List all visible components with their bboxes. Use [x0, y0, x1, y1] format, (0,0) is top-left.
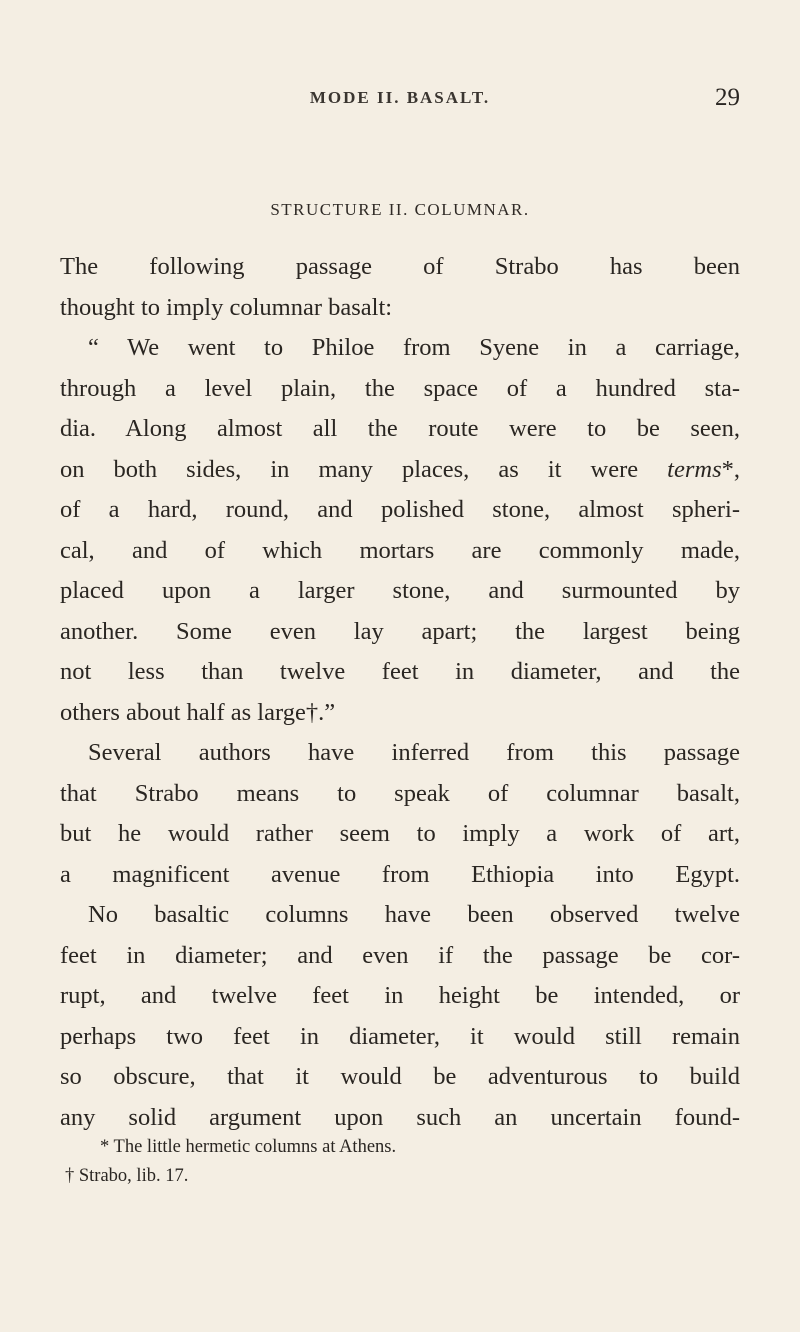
italic-term: terms [667, 455, 722, 483]
text-line: a magnificent avenue from Ethiopia into Egypt. [60, 860, 740, 888]
text-line: any solid argument upon such an uncertain found- [60, 1103, 740, 1131]
text-line: The following passage of Strabo has been [60, 253, 740, 280]
text-line: others about half as large†.” [60, 698, 336, 726]
text-line: thought to imply columnar basalt: [60, 293, 393, 321]
text-line: not less than twelve feet in diameter, and the [60, 658, 740, 685]
running-head [60, 84, 740, 118]
text-line: Several authors have inferred from this passage [88, 739, 740, 766]
text-segment: on both sides, in many places, as it were [60, 455, 668, 483]
footnote: † Strabo, lib. 17. [65, 1166, 189, 1186]
page-number: 29 [715, 84, 740, 111]
text-line: that Strabo means to speak of columnar basalt, [60, 779, 740, 807]
text-line [60, 450, 740, 491]
text-line: of a hard, round, and polished stone, almost spheri- [60, 496, 740, 523]
footnote-marker: *, [721, 455, 740, 483]
text-line: feet in diameter; and even if the passage be cor- [60, 941, 740, 969]
text-line: No basaltic columns have been observed twelve [88, 901, 740, 928]
text-line: dia. Along almost all the route were to be seen, [60, 415, 740, 442]
text-line: but he would rather seem to imply a work of art, [60, 820, 740, 847]
text-line: through a level plain, the space of a hundred sta- [60, 374, 740, 402]
text-line: cal, and of which mortars are commonly made, [60, 536, 740, 564]
section-title: STRUCTURE II. COLUMNAR. [270, 200, 530, 219]
footnotes [60, 1133, 740, 1191]
text-line: placed upon a larger stone, and surmounted by [60, 577, 740, 604]
running-title: MODE II. BASALT. [309, 88, 491, 107]
text-line: rupt, and twelve feet in height be intended, or [60, 982, 740, 1009]
footnote: * The little hermetic columns at Athens. [100, 1137, 397, 1157]
text-line: perhaps two feet in diameter, it would still remain [60, 1022, 740, 1050]
body-text [60, 247, 740, 1138]
text-line: “ We went to Philoe from Syene in a carriage, [88, 334, 740, 361]
text-line: another. Some even lay apart; the largest being [60, 617, 740, 645]
text-line: so obscure, that it would be adventurous to build [60, 1063, 740, 1090]
